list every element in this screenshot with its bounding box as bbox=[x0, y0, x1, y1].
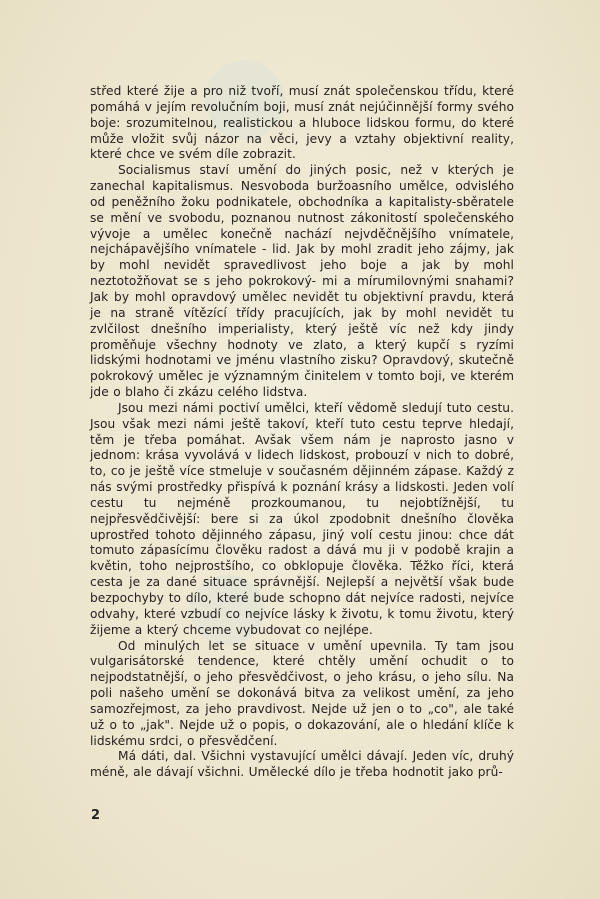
paragraph: Má dáti, dal. Všichni vystavující umělci dávají. Jeden víc, druhý méně, ale dávají všichni. Umělecké dílo je třeba hodnotit jako prů- bbox=[90, 749, 514, 780]
page-number: 2 bbox=[91, 808, 101, 823]
paragraph: Jsou mezi námi poctiví umělci, kteří vědomě sledují tuto cestu. Jsou však mezi námi ještě takoví, kteří tuto cestu teprve hledají, těm je třeba pomáhat. Avšak všem nám je naprosto jasno v jednom: krása vyvolává v lidech lidskost, probouzí v nich to dobré, to, co je ještě více stmeluje v současném dějinném zápase. Každý z nás svými prostředky přispívá k poznání krásy a lidskosti. Jeden volí cestu tu nejméně prozkoumanou, tu nejobtížnější, tu nejpřesvědčivější: bere si za úkol zpodobnit dnešního člověka uprostřed tohoto dějinného zápasu, jiný volí cestu jinou: chce dát tomuto zápasícímu člověku radost a dává mu ji v podobě krajin a květin, toho nejprostšího, co obklopuje člověka. Těžko říci, která cesta je za dané situace správnější. Nejlepší a největší však bude bezpochyby to dílo, které bude schopno dát nejvíce radosti, nejvíce odvahy, které vzbudí co nejvíce lásky k životu, k tomu životu, který žijeme a který chceme vybudovat co nejlépe. bbox=[90, 400, 514, 637]
paragraph: střed které žije a pro niž tvoří, musí znát společenskou třídu, které pomáhá v jejím revolučním boji, musí znát nejúčinnější formy svého boje: srozumitelnou, realistickou a hluboce lidskou formu, do které může vložit svůj názor na věci, jevy a vztahy objektivní reality, které chce ve svém díle zobrazit. bbox=[90, 84, 514, 162]
paragraph: Od minulých let se situace v umění upevnila. Ty tam jsou vulgarisátorské tendence, které chtěly umění ochudit o to nejpodstatnější, o jeho přesvědčivost, o jeho krásu, o jeho sílu. Na poli našeho umění se dokonává bitva za velikost umění, za jeho samozřejmost, za jeho pravdivost. Nejde už jen o to „co", ale také už o to „jak". Nejde už o popis, o dokazování, ale o hledání klíče k lidskému srdci, o přesvědčení. bbox=[90, 638, 514, 748]
body-text bbox=[90, 84, 514, 781]
paragraph: Socialismus staví umění do jiných posic, než v kterých je zanechal kapitalismus. Nesvoboda buržoasního umělce, odvislého od peněžního žoku podnikatele, obchodníka a kapitalisty-sběratele se mění ve svobodu, poznanou nutnost zákonitostí společenského vývoje a umělec konečně nachází nejvděčnějšího vnímatele, nejchápavějšího vnímatele - lid. Jak by mohl zradit jeho zájmy, jak by mohl nevidět spravedlivost jeho boje a jak by mohl neztotožňovat se s jeho pokrokový- mi a mírumilovnými snahami? Jak by mohl opravdový umělec nevidět tu objektivní pravdu, která je na straně vítězící třídy pracujících, jak by mohl nevidět tu zvlčilost dnešního imperialisty, který ještě víc než kdy jindy proměňuje všechny hodnoty ve zlato, a který kupčí s ryzími lidskými hodnotami ve jménu vlastního zisku? Opravdový, skutečně pokrokový umělec je významným činitelem v tomto boji, ve kterém jde o blaho či zkázu celého lidstva. bbox=[90, 163, 514, 400]
